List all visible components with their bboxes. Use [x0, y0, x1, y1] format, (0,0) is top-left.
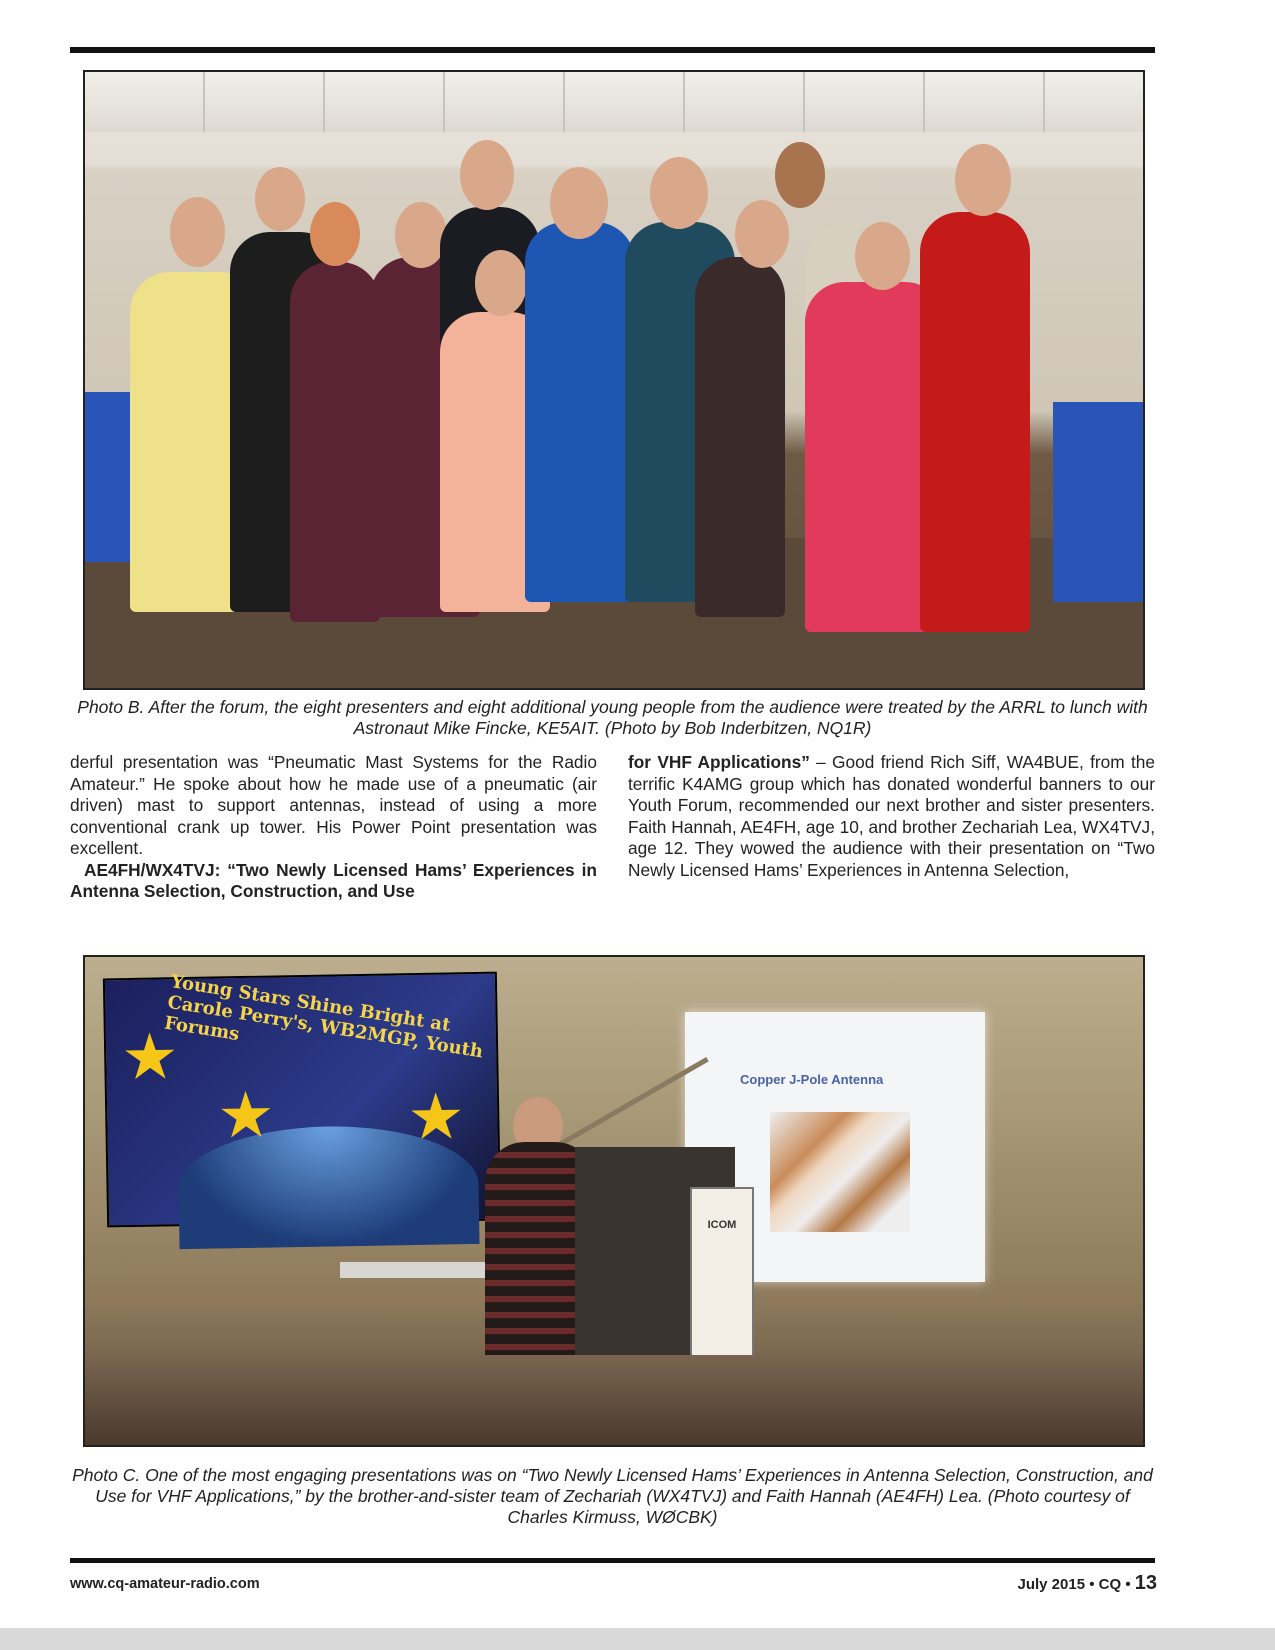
person-head	[310, 202, 360, 266]
person-head	[775, 142, 825, 208]
person	[920, 212, 1030, 632]
photo-c-caption: Photo C. One of the most engaging presentations was on “Two Newly Licensed Hams’ Experiences in Antenna Selection, Construction, and Use for VHF Applications,” by the brother-and-sister team of Zechariah (WX4TVJ) and Faith Hannah (AE4FH) Lea. (Photo courtesy of Charles Kirmuss, WØCBK)	[72, 1465, 1153, 1527]
article-column-left	[70, 752, 597, 903]
astronaut-flight-suit	[525, 222, 635, 602]
paragraph	[628, 752, 1155, 881]
person	[695, 257, 785, 617]
star-icon: ★	[216, 1078, 276, 1152]
person-head	[550, 167, 608, 239]
blue-table-right	[1053, 402, 1143, 602]
section-heading: AE4FH/WX4TVJ: “Two Newly Licensed Hams’ Experiences in Antenna Selection, Construction, and Use	[70, 859, 597, 901]
person-head	[460, 140, 514, 210]
person-head	[170, 197, 225, 267]
article-column-right	[628, 752, 1155, 881]
footer-url: www.cq-amateur-radio.com	[70, 1576, 260, 1592]
person	[290, 262, 380, 622]
issue-date: July 2015	[1017, 1576, 1086, 1593]
bottom-band	[0, 1628, 1275, 1650]
podium-sign	[690, 1187, 754, 1361]
banner-text: Young Stars Shine Bright at Carole Perry's, WB2MGP, Youth Forums	[162, 971, 485, 1063]
ceiling-tiles	[85, 72, 1143, 132]
section-heading-continued: for VHF Applications”	[628, 752, 810, 772]
podium-sign-text: ICOM	[707, 1219, 737, 1231]
person-head	[955, 144, 1011, 216]
photo-c-presentation-image	[83, 955, 1145, 1447]
top-rule	[70, 47, 1155, 53]
photo-b-caption: Photo B. After the forum, the eight presenters and eight additional young people from the audience were treated by the ARRL to lunch with Astronaut Mike Fincke, KE5AIT. (Photo by Bob Inderbitzen, NQ1R)	[77, 697, 1148, 738]
person-head	[255, 167, 305, 231]
person-head	[475, 250, 527, 316]
antenna-photo	[770, 1112, 910, 1232]
paragraph-text: – Good friend Rich Siff, WA4BUE, from the terrific K4AMG group which has donated wonderful banners to our Youth Forum, recommended our next brother and sister presenters. Faith Hannah, AE4FH, age 10, and brother Zechariah Lea, WX4TVJ, age 12. They wowed the audience with their presentation on “Two Newly Licensed Hams’ Experiences in Antenna Selection,	[628, 752, 1155, 880]
star-icon: ★	[120, 1020, 180, 1094]
slide-title: Copper J-Pole Antenna	[740, 1072, 884, 1087]
bottom-rule	[70, 1558, 1155, 1563]
person-head	[855, 222, 910, 290]
youth-forum-banner	[103, 972, 501, 1228]
floor	[85, 1355, 1143, 1445]
page-number: 13	[1134, 1572, 1157, 1594]
person-head	[650, 157, 708, 229]
magazine-name: CQ	[1098, 1576, 1122, 1593]
footer-issue: July 2015 • CQ • 13	[1017, 1572, 1157, 1594]
star-icon: ★	[406, 1080, 466, 1154]
photo-b-group-image	[83, 70, 1145, 690]
person-head	[735, 200, 789, 268]
paragraph: derful presentation was “Pneumatic Mast Systems for the Radio Amateur.” He spoke about how he made use of a pneumatic (air driven) mast to support antennas, instead of using a more conventional crank up tower. His Power Point presentation was excellent.	[70, 752, 597, 858]
